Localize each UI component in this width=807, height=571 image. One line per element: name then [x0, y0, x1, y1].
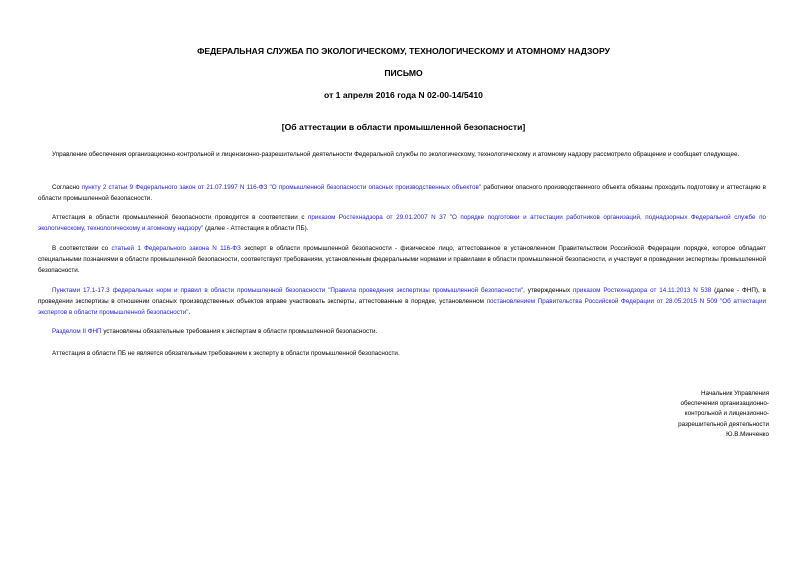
paragraph-7-text: Аттестация в области ПБ не является обязательным требованием к эксперту в области промышленной безопасности. — [52, 350, 400, 357]
paragraph-6-text-1: установлены обязательные требования к экспертам в области промышленной безопасности. — [101, 328, 378, 335]
paragraph-5-text-1: , утвержденных — [523, 287, 574, 294]
fnp-section-2-link[interactable]: Разделом II ФНП — [52, 328, 102, 335]
paragraph-6 — [38, 327, 766, 338]
law-116fz-art1-link[interactable]: статьей 1 Федерального закона N 116-ФЗ — [111, 245, 241, 252]
signature-block — [678, 389, 769, 440]
paragraph-7 — [38, 349, 766, 360]
order-37-link[interactable]: приказом Ростехнадзора от 29.01.2007 N 37 "О порядке подготовки и аттестации работников организаций, поднадзорных Федеральной службе по экологическому, технологическому и атомному надзору" — [38, 214, 766, 232]
document-subject: [Об аттестации в области промышленной безопасности] — [281, 122, 526, 132]
signature-line-4: разрешительной деятельности — [678, 420, 769, 428]
paragraph-3-text-2: (далее - Аттестация в области ПБ). — [203, 224, 309, 232]
paragraph-3-text-1: Аттестация в области промышленной безопасности проводится в соответствии с — [52, 214, 308, 221]
paragraph-1 — [38, 150, 766, 161]
paragraph-4-text-2: эксперт в области промышленной безопасности - физическое лицо, аттестованное в установленном Правительством Российской Федерации порядке, которое обладает специальными познаниями в области промышленной безопасности, соответствует требованиям, установленным федеральными нормами и правилами в области промышленной безопасности, и участвует в проведении экспертизы промышленной безопасности. — [38, 245, 767, 274]
paragraph-4-text-1: В соответствии со — [52, 245, 112, 252]
paragraph-2-text-2: работники опасного производственного объекта обязаны проходить подготовку и аттестацию в области промышленной безопасности. — [38, 184, 766, 202]
paragraph-2-text-1: Согласно — [52, 184, 82, 191]
paragraph-3 — [38, 213, 766, 235]
signature-name: Ю.В.Минченко — [726, 430, 769, 438]
paragraph-2 — [38, 183, 766, 205]
resolution-509-link[interactable]: постановлением Правительства Российской Федерации от 28.05.2015 N 509 "Об аттестации экспертов в области промышленной безопасности" — [38, 297, 766, 316]
paragraph-5 — [38, 286, 766, 318]
paragraph-1-text: Управление обеспечения организационно-контрольной и лицензионно-разрешительной деятельности Федеральной службы по экологическому, технологическому и атомному надзору рассмотрело обращение и сообщает следующее. — [52, 151, 740, 158]
paragraph-5-text-3: . — [188, 308, 191, 316]
signature-line-1: Начальник Управления — [700, 390, 769, 397]
fnp-rules-link[interactable]: Пунктами 17.1-17.3 федеральных норм и правил в области промышленной безопасности "Правила проведения экспертизы промышленной безопасности" — [52, 287, 524, 294]
paragraph-4 — [38, 244, 766, 276]
law-116fz-art9-link[interactable]: пункту 2 статьи 9 Федерального закон от 21.07.1997 N 116-ФЗ "О промышленной безопасности опасных производственных объектов" — [81, 184, 482, 191]
order-538-link[interactable]: приказом Ростехнадзора от 14.11.2013 N 538 — [573, 287, 712, 294]
document-date-number: от 1 апреля 2016 года N 02-00-14/5410 — [324, 90, 483, 100]
signature-line-2: обеспечения организационно- — [680, 400, 769, 408]
document-type: ПИСЬМО — [384, 68, 423, 78]
signature-line-3: контрольной и лицензионно- — [684, 410, 769, 418]
agency-title: ФЕДЕРАЛЬНАЯ СЛУЖБА ПО ЭКОЛОГИЧЕСКОМУ, ТЕХНОЛОГИЧЕСКОМУ И АТОМНОМУ НАДЗОРУ — [197, 46, 610, 56]
paragraph-5-text-2: (далее - ФНП), в проведении экспертизы в отношении опасных производственных объектов вправе участвовать эксперты, аттестованные в порядке, установленном — [38, 287, 767, 305]
